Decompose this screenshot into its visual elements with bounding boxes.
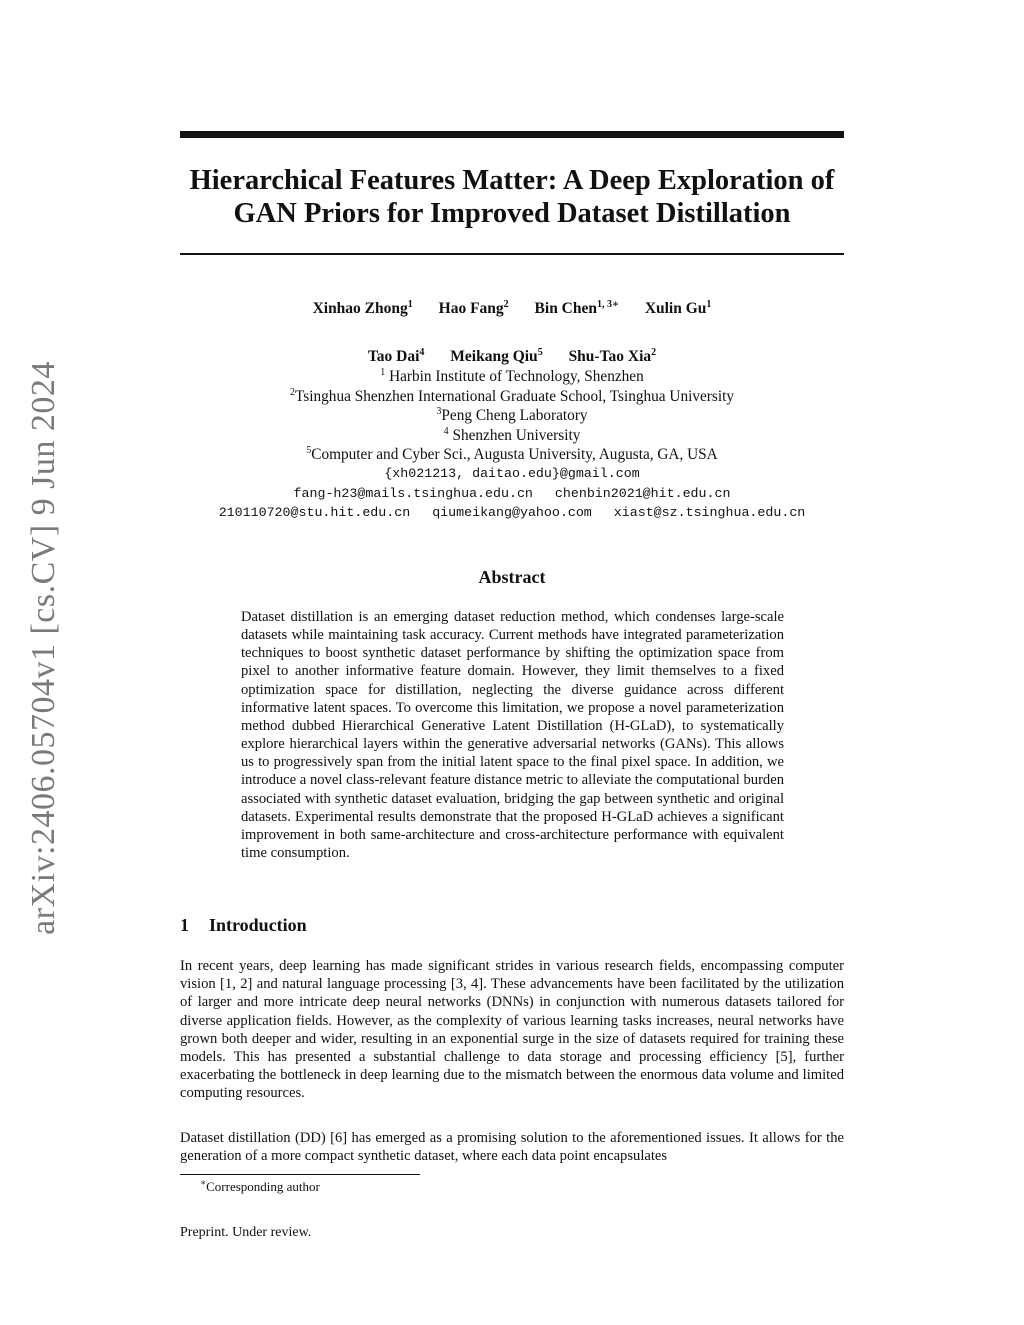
abstract-text: Dataset distillation is an emerging dataset reduction method, which condenses large-scale datasets while maintaining task accuracy. Current methods have integrated parameterization techniques to boost synthetic dataset performance by shifting the optimization space from pixel to another informative feature domain. However, they limit themselves to a fixed optimization space for distillation, neglecting the diverse guidance across different informative latent spaces. To overcome this limitation, we propose a novel parameterization method dubbed Hierarchical Generative Latent Distillation (H-GLaD), to systematically explore hierarchical layers within the generative adversarial networks (GANs). This allows us to progressively span from the initial latent space to the final pixel space. In addition, we introduce a novel class-relevant feature distance metric to alleviate the computational burden associated with synthetic dataset evaluation, bridging the gap between synthetic and original datasets. Experimental results demonstrate that the proposed H-GLaD achieves a significant improvement in both same-architecture and cross-architecture performance with equivalent time consumption. bbox=[241, 609, 784, 862]
section-number: 1 bbox=[180, 915, 189, 935]
email: fang-h23@mails.tsinghua.edu.cn bbox=[293, 485, 533, 501]
author: Xulin Gu$^1$ bbox=[644, 298, 712, 317]
title-rule-bottom bbox=[180, 253, 844, 255]
footnote-rule bbox=[180, 1174, 420, 1175]
email-row bbox=[140, 464, 884, 484]
author: Meikang Qiu$^5$ bbox=[450, 346, 543, 365]
author: Bin Chen$^{1, 3∗}$ bbox=[534, 298, 619, 317]
body-paragraph: Dataset distillation (DD) [6] has emerged as a promising solution to the aforementioned issues. It allows for the generation of a more compact synthetic dataset, where each data point encapsulates bbox=[180, 1130, 844, 1165]
body-paragraph: In recent years, deep learning has made significant strides in various research fields, encompassing computer vision [1, 2] and natural language processing [3, 4]. These advancements have been facilitated by the utilization of larger and more intricate deep neural networks (DNNs) in conjunction with numerous datasets tailored for diverse application fields. However, as the complexity of various learning tasks increases, neural networks have grown both deeper and wider, resulting in an exponential surge in the size of datasets required for training these models. This has presented a substantial challenge to data storage and processing efficiency [5], further exacerbating the bottleneck in deep learning due to the mismatch between the enormous data volume and limited computing resources. bbox=[180, 958, 844, 1102]
preprint-notice: Preprint. Under review. bbox=[180, 1225, 312, 1240]
affiliation: $^4$ Shenzhen University bbox=[443, 425, 581, 444]
email: chenbin2021@hit.edu.cn bbox=[554, 485, 731, 501]
footnote: ∗Corresponding author bbox=[200, 1177, 320, 1194]
authors-row-2 bbox=[180, 347, 844, 367]
authors-row-1 bbox=[180, 299, 844, 319]
author: Xinhao Zhong$^1$ bbox=[312, 298, 413, 317]
email: xiast@sz.tsinghua.edu.cn bbox=[613, 505, 806, 520]
author-emails bbox=[140, 464, 884, 523]
affiliation: $^1$ Harbin Institute of Technology, Shenzhen bbox=[380, 366, 644, 385]
author: Tao Dai$^4$ bbox=[367, 346, 425, 365]
affiliation: $^2$Tsinghua Shenzhen International Graduate School, Tsinghua University bbox=[290, 386, 734, 405]
title-rule-top bbox=[180, 131, 844, 138]
arxiv-stamp-text: arXiv:2406.05704v1 [cs.CV] 9 Jun 2024 bbox=[25, 360, 63, 935]
author: Hao Fang$^2$ bbox=[438, 298, 509, 317]
author: Shu-Tao Xia$^2$ bbox=[568, 346, 657, 365]
section-title: Introduction bbox=[209, 915, 307, 935]
arxiv-stamp bbox=[18, 360, 70, 935]
email: 210110720@stu.hit.edu.cn bbox=[218, 505, 411, 520]
email-row bbox=[140, 503, 884, 523]
abstract-heading: Abstract bbox=[478, 567, 546, 587]
email-row bbox=[140, 484, 884, 504]
email: {xh021213, daitao.edu}@gmail.com bbox=[384, 466, 640, 481]
paper-title: Hierarchical Features Matter: A Deep Exploration of GAN Priors for Improved Dataset Distillation bbox=[189, 165, 835, 229]
affiliation: $^5$Computer and Cyber Sci., Augusta University, Augusta, GA, USA bbox=[306, 444, 718, 463]
affiliation: $^3$Peng Cheng Laboratory bbox=[436, 405, 588, 424]
affiliations bbox=[180, 367, 844, 465]
email: qiumeikang@yahoo.com bbox=[432, 505, 592, 520]
section-heading bbox=[180, 913, 307, 937]
